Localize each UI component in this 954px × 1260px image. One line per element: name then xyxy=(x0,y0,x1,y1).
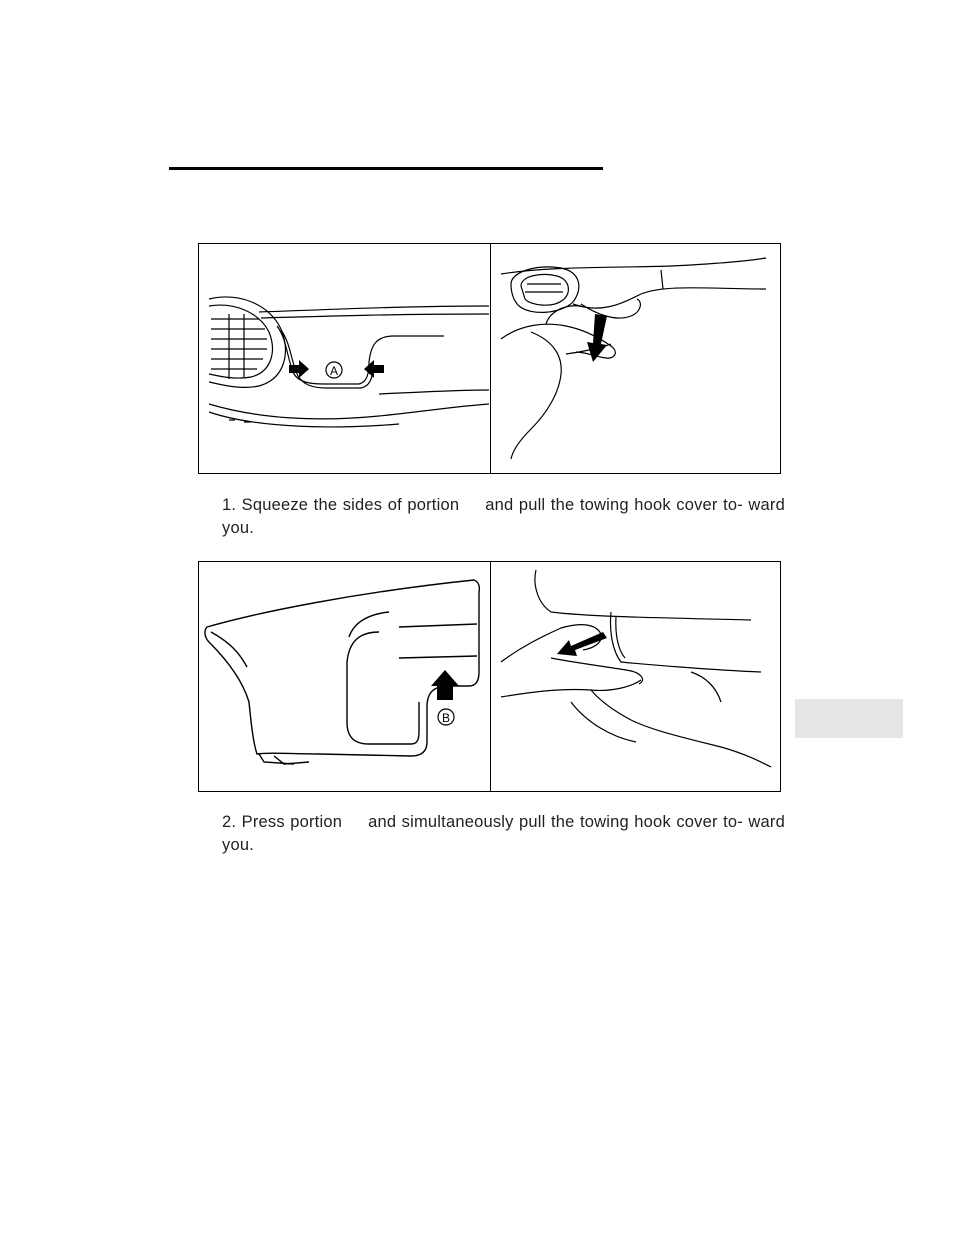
step-2-caption xyxy=(222,811,785,857)
label-b: B xyxy=(441,711,451,725)
figure-step-2 xyxy=(198,561,781,792)
step-2-text-before: 2. Press portion xyxy=(222,813,343,831)
arrow-up-icon xyxy=(431,670,459,700)
step-1-text-after: and pull the towing hook cover to- ward you. xyxy=(222,496,785,537)
section-tab xyxy=(795,699,903,738)
label-a: A xyxy=(329,364,339,378)
figure-step-1 xyxy=(198,243,781,474)
illustration-cover-portion-a xyxy=(199,244,490,473)
step-1-text-before: 1. Squeeze the sides of portion xyxy=(222,496,460,514)
arrow-right-icon xyxy=(289,360,309,378)
step-2-text-after: and simultaneously pull the towing hook cover to- ward you. xyxy=(222,813,785,854)
illustration-pull-cover-down xyxy=(491,244,781,473)
illustration-pull-cover-toward xyxy=(491,562,781,791)
illustration-cover-portion-b xyxy=(199,562,490,791)
step-1-caption xyxy=(222,494,785,540)
arrow-left-icon xyxy=(557,632,607,656)
section-rule xyxy=(169,167,603,170)
